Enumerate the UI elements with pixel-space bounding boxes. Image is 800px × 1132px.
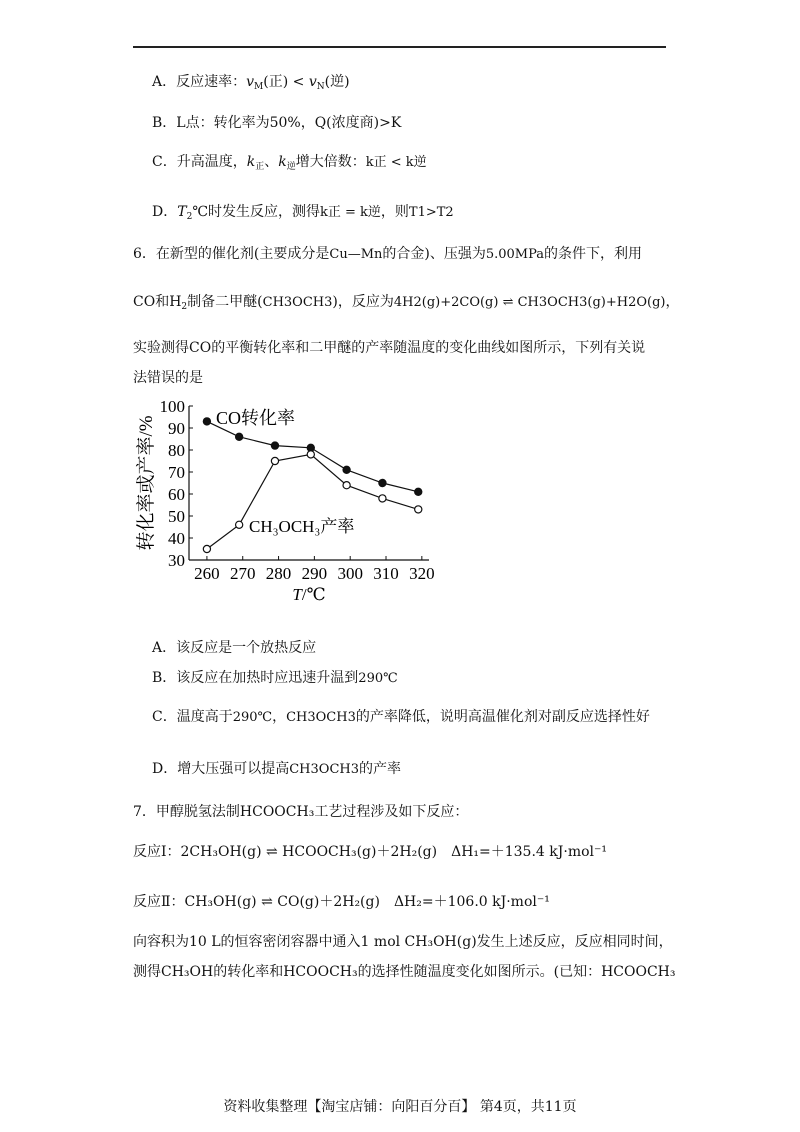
q6-option-b: B．该反应在加热时应迅速升温到290℃ xyxy=(152,670,398,686)
data-point-series-1 xyxy=(379,479,386,486)
top-rule xyxy=(133,46,666,48)
y-tick-label: 100 xyxy=(159,397,185,416)
data-point-series-2 xyxy=(203,545,210,552)
legend-dme-yield: CH₃OCH₃产率 xyxy=(249,517,355,536)
data-point-series-1 xyxy=(415,488,422,495)
x-tick-label: 270 xyxy=(229,564,256,583)
x-tick-label: 300 xyxy=(337,564,363,583)
q6-line-4: 法错误的是 xyxy=(133,370,203,386)
x-tick-label: 320 xyxy=(409,564,435,583)
y-tick-label: 90 xyxy=(168,419,185,438)
q5-option-c: C．升高温度，$k_正$、$k_逆$增大倍数：k正 < k逆 xyxy=(152,154,427,172)
x-axis-label: T/℃ xyxy=(292,585,326,604)
x-tick-label: 310 xyxy=(373,564,399,583)
q5-option-d: D．$T_2℃$时发生反应，测得k正 = k逆，则T1>T2 xyxy=(152,204,454,222)
q6-line-2: CO和$H_2$制备二甲醚(CH3OCH3)，反应为4H2(g)+2CO(g) ⇌ CH3OCH3(g)+H2O(g)， xyxy=(133,294,680,312)
q5-option-a: A．反应速率：$v_M$(正) < $v_N$(逆) xyxy=(152,74,350,92)
y-tick-label: 30 xyxy=(168,551,185,570)
data-point-series-1 xyxy=(271,442,278,449)
q6-option-a: A．该反应是一个放热反应 xyxy=(152,640,317,656)
q6-line-1: 6．在新型的催化剂(主要成分是Cu—Mn的合金)、压强为5.00MPa的条件下，利用 xyxy=(133,246,643,262)
q7-line-1: 7．甲醇脱氢法制HCOOCH₃工艺过程涉及如下反应： xyxy=(133,804,469,820)
x-tick-label: 260 xyxy=(194,564,220,583)
y-tick-label: 60 xyxy=(168,485,185,504)
data-point-series-2 xyxy=(415,506,422,513)
q7-line-4: 向容积为10 L的恒容密闭容器中通入1 mol CH₃OH(g)发生上述反应，反应相同时间， xyxy=(133,934,673,950)
q6-line-3: 实验测得CO的平衡转化率和二甲醚的产率随温度的变化曲线如图所示，下列有关说 xyxy=(133,340,646,356)
q7-line-5: 测得CH₃OH的转化率和HCOOCH₃的选择性随温度变化如图所示。(已知：HCOOCH₃ xyxy=(133,964,676,980)
data-point-series-1 xyxy=(236,433,243,440)
q7-reaction-1: 反应Ⅰ：2CH₃OH(g) ⇌ HCOOCH₃(g)＋2H₂(g) ΔH₁=＋135.4 kJ·mol⁻¹ xyxy=(133,844,608,860)
data-point-series-2 xyxy=(343,482,350,489)
y-tick-label: 80 xyxy=(168,441,185,460)
q6-option-c: C．温度高于290℃，CH3OCH3的产率降低，说明高温催化剂对副反应选择性好 xyxy=(152,709,650,725)
x-tick-label: 290 xyxy=(301,564,328,583)
data-point-series-2 xyxy=(307,451,314,458)
legend-co-conversion: CO转化率 xyxy=(216,408,296,428)
y-tick-label: 70 xyxy=(168,463,185,482)
x-tick-label: 280 xyxy=(265,564,292,583)
q5-option-b: B．L点：转化率为50%，Q(浓度商)>K xyxy=(152,115,402,131)
q6-option-d: D．增大压强可以提高CH3OCH3的产率 xyxy=(152,761,402,777)
y-tick-label: 40 xyxy=(168,529,185,548)
page-footer: 资料收集整理【淘宝店铺：向阳百分百】 第4页，共11页 xyxy=(223,1099,577,1115)
data-point-series-2 xyxy=(379,495,386,502)
y-axis-label: 转化率或产率/% xyxy=(136,415,157,551)
data-point-series-2 xyxy=(236,521,243,528)
data-point-series-1 xyxy=(203,418,210,425)
data-point-series-2 xyxy=(271,457,278,464)
co-conversion-chart xyxy=(134,394,454,604)
y-tick-label: 50 xyxy=(168,507,185,526)
q7-reaction-2: 反应Ⅱ：CH₃OH(g) ⇌ CO(g)＋2H₂(g) ΔH₂=＋106.0 kJ·mol⁻¹ xyxy=(133,894,550,910)
data-point-series-1 xyxy=(343,466,350,473)
